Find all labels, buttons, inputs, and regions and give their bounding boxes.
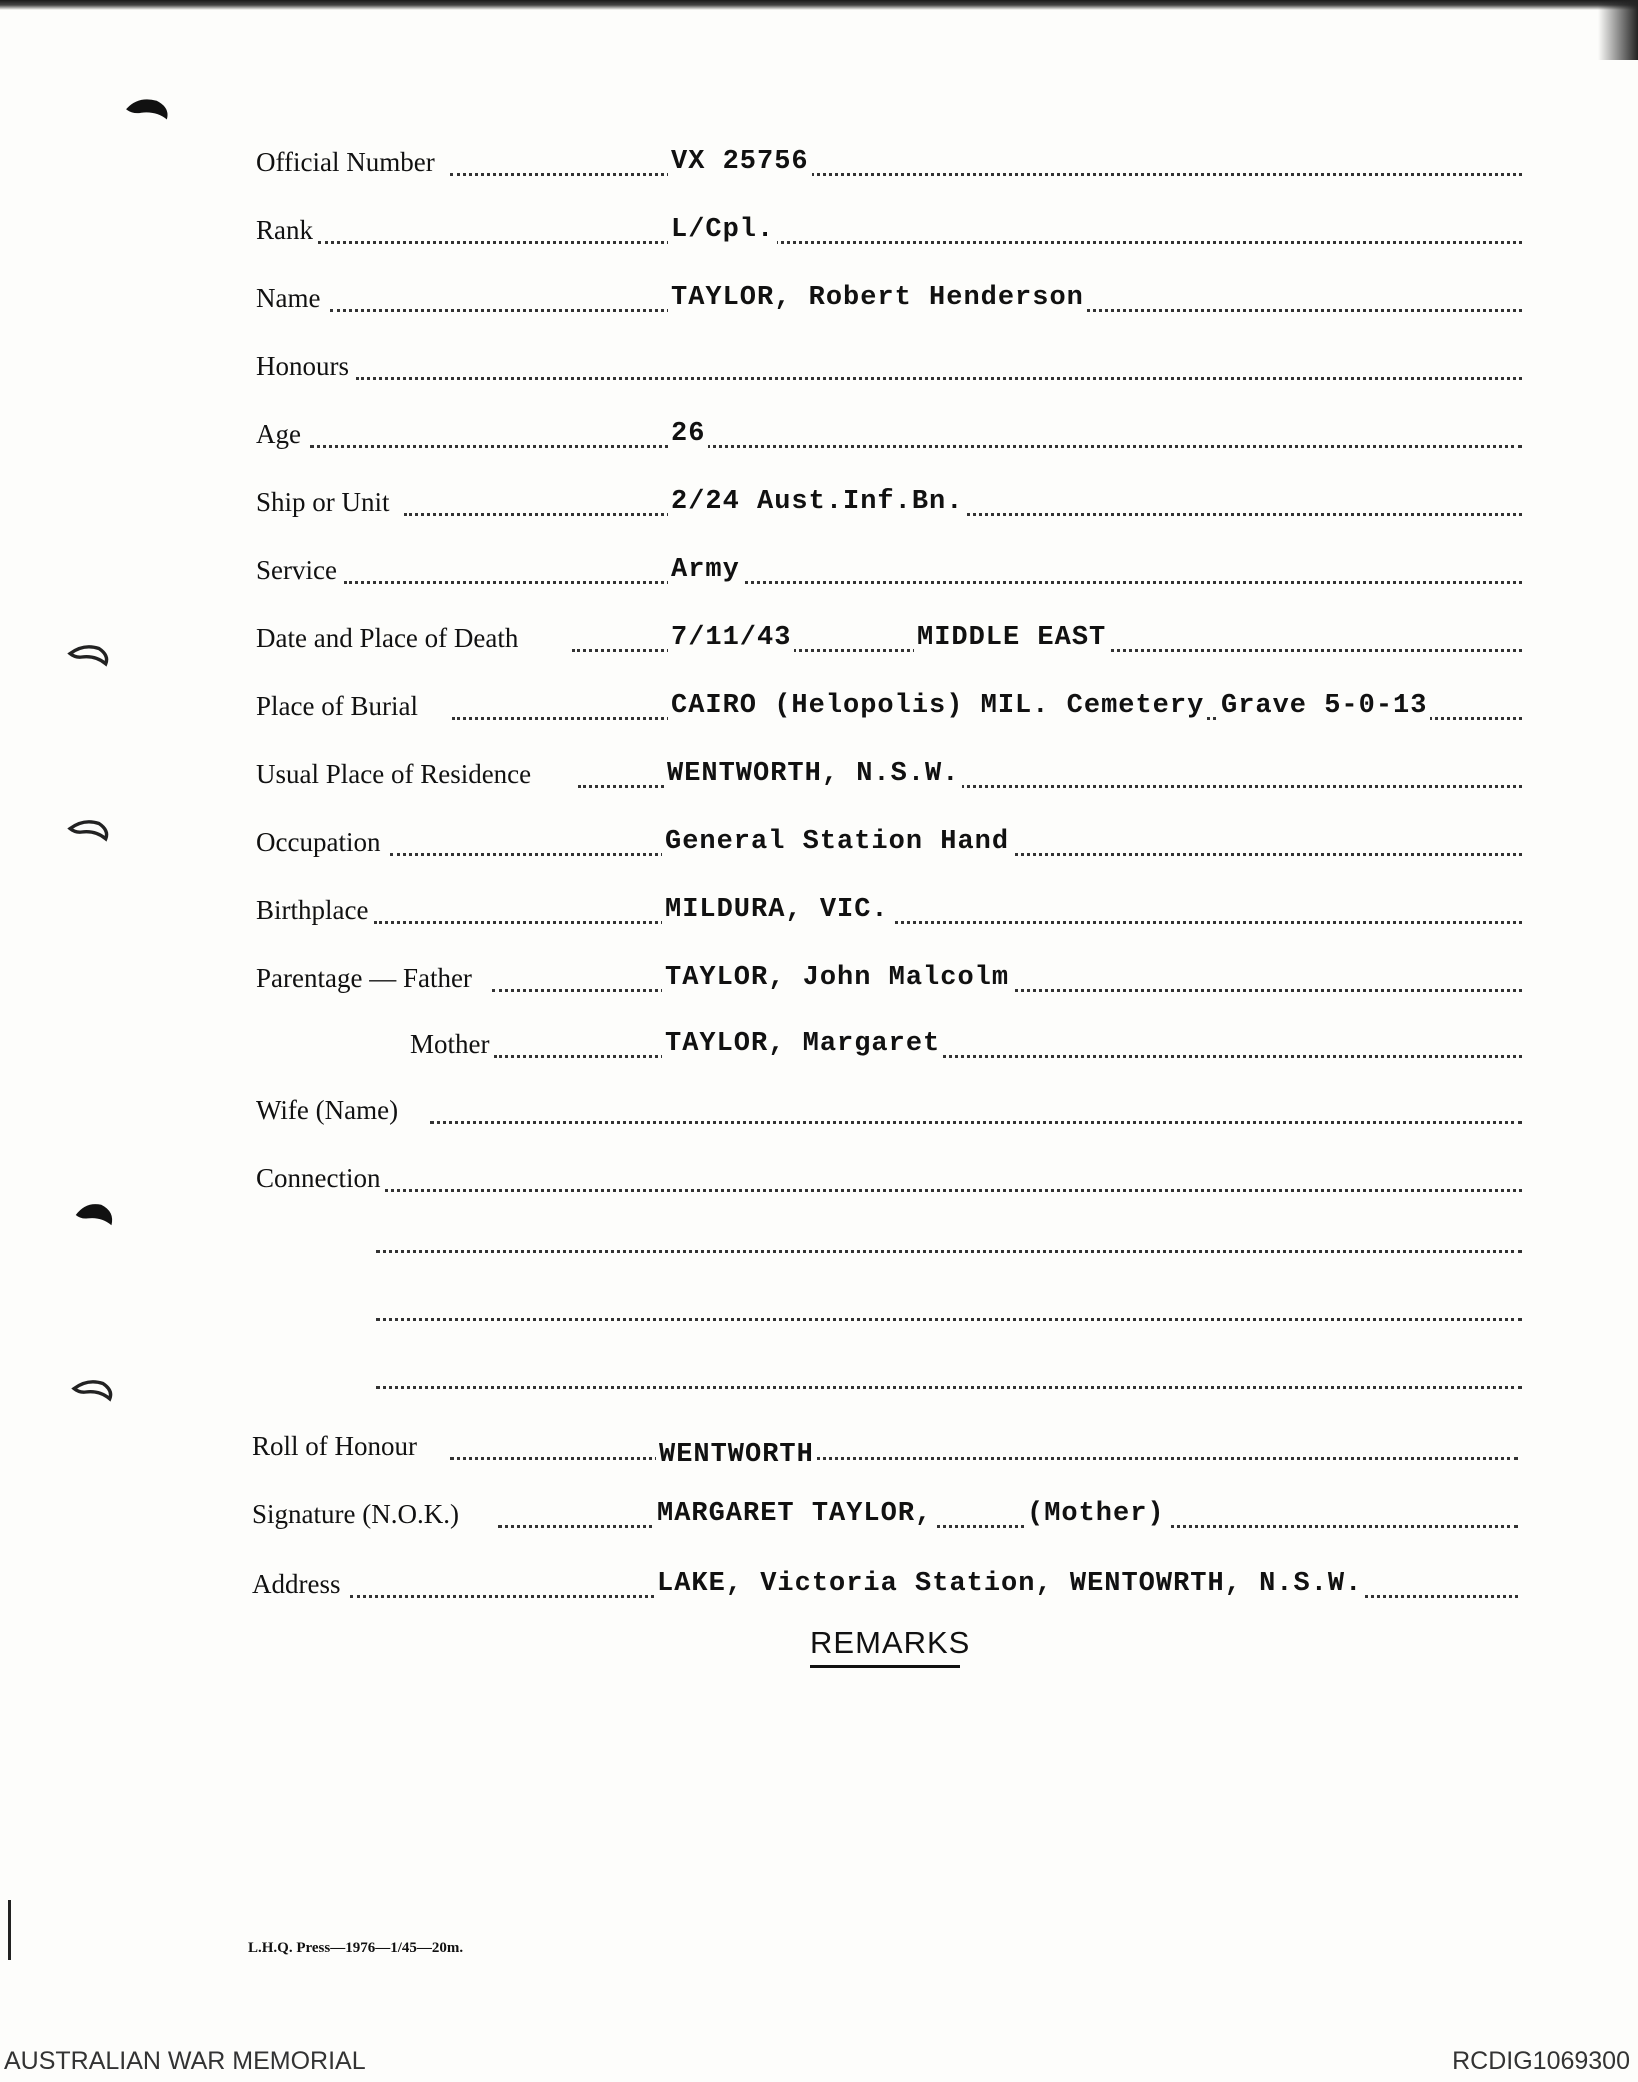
death-place-value: MIDDLE EAST — [914, 623, 1109, 653]
connection-line — [376, 1318, 1522, 1321]
burial-grave-value: Grave 5-0-13 — [1218, 691, 1430, 721]
age-label: Age — [256, 419, 301, 449]
official-number-field — [0, 140, 1638, 184]
wife-field — [0, 1088, 1638, 1132]
age-value: 26 — [668, 419, 708, 449]
punch-hole-icon — [118, 94, 180, 128]
official-number-label: Official Number — [256, 147, 435, 177]
name-field — [0, 276, 1638, 320]
signature-field — [0, 1492, 1638, 1536]
ship-or-unit-value: 2/24 Aust.Inf.Bn. — [668, 487, 966, 517]
roll-of-honour-field — [0, 1424, 1638, 1468]
birthplace-label: Birthplace — [256, 895, 369, 925]
punch-hole-icon — [66, 1375, 128, 1409]
birthplace-field — [0, 888, 1638, 932]
wife-label: Wife (Name) — [256, 1095, 399, 1125]
address-field — [0, 1562, 1638, 1606]
name-value: TAYLOR, Robert Henderson — [668, 283, 1087, 313]
name-label: Name — [256, 283, 321, 313]
punch-hole-icon — [66, 1198, 128, 1232]
service-field — [0, 548, 1638, 592]
margin-mark — [8, 1900, 11, 1960]
death-field — [0, 616, 1638, 660]
printer-imprint: L.H.Q. Press—1976—1/45—20m. — [248, 1940, 464, 1956]
occupation-label: Occupation — [256, 827, 381, 857]
rank-label: Rank — [256, 215, 313, 245]
scan-top-edge — [0, 0, 1638, 10]
roll-of-honour-value: WENTWORTH — [656, 1440, 817, 1470]
address-value: LAKE, Victoria Station, WENTOWRTH, N.S.W. — [654, 1569, 1365, 1599]
mother-field — [0, 1022, 1638, 1066]
ship-or-unit-field — [0, 480, 1638, 524]
death-label: Date and Place of Death — [256, 623, 519, 653]
father-value: TAYLOR, John Malcolm — [662, 963, 1012, 993]
signature-value: MARGARET TAYLOR, — [654, 1499, 935, 1529]
ship-or-unit-label: Ship or Unit — [256, 487, 390, 517]
roll-of-honour-label: Roll of Honour — [252, 1431, 417, 1461]
burial-field — [0, 684, 1638, 728]
father-label: Parentage — Father — [256, 963, 472, 993]
burial-label: Place of Burial — [256, 691, 418, 721]
rank-field — [0, 208, 1638, 252]
occupation-field — [0, 820, 1638, 864]
service-value: Army — [668, 555, 743, 585]
mother-value: TAYLOR, Margaret — [662, 1029, 943, 1059]
official-number-value: VX 25756 — [668, 147, 812, 177]
father-field — [0, 956, 1638, 1000]
residence-value: WENTWORTH, N.S.W. — [664, 759, 962, 789]
honours-label: Honours — [256, 351, 349, 381]
footer-institution: AUSTRALIAN WAR MEMORIAL — [4, 2047, 366, 2075]
footer-record-id: RCDIG1069300 — [1452, 2047, 1630, 2075]
remarks-underline — [810, 1665, 960, 1668]
honours-field — [0, 344, 1638, 388]
residence-label: Usual Place of Residence — [256, 759, 532, 789]
remarks-heading: REMARKS — [810, 1625, 971, 1660]
scan-corner-shadow — [1598, 0, 1638, 60]
connection-line — [376, 1250, 1522, 1253]
residence-field — [0, 752, 1638, 796]
age-field — [0, 412, 1638, 456]
connection-line — [376, 1386, 1522, 1389]
signature-label: Signature (N.O.K.) — [252, 1499, 459, 1529]
connection-label: Connection — [256, 1163, 381, 1193]
burial-value: CAIRO (Helopolis) MIL. Cemetery — [668, 691, 1207, 721]
rank-value: L/Cpl. — [668, 215, 777, 245]
connection-field — [0, 1156, 1638, 1200]
service-label: Service — [256, 555, 337, 585]
address-label: Address — [252, 1569, 341, 1599]
death-date-value: 7/11/43 — [668, 623, 794, 653]
occupation-value: General Station Hand — [662, 827, 1012, 857]
birthplace-value: MILDURA, VIC. — [662, 895, 892, 925]
mother-label: Mother — [410, 1029, 490, 1059]
signature-relation-value: (Mother) — [1024, 1499, 1168, 1529]
